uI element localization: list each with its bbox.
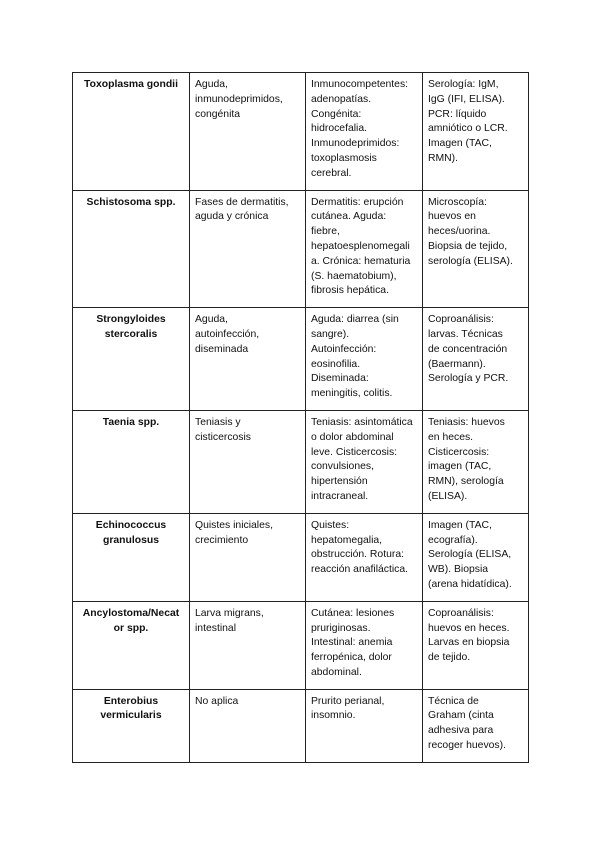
clinical-line: hepatoesplenomegali [311,240,410,252]
table-body [73,73,529,763]
diagnosis-line: Coproanálisis: [428,314,494,326]
diagnosis-cell [423,513,529,601]
diagnosis-cell [423,190,529,308]
clinical-line: pruriginosas. [311,622,371,634]
clinical-line: cutánea. Aguda: [311,211,387,223]
parasite-name-cell [73,410,190,513]
diagnosis-line: larvas. Técnicas [428,328,503,340]
table-row [73,308,529,411]
forms-line: Aguda, [195,314,228,326]
table-row [73,689,529,762]
diagnosis-line: Imagen (TAC, [428,138,492,150]
forms-cell [190,73,306,191]
forms-line: Quistes iniciales, [195,519,273,531]
clinical-line: Diseminada: [311,373,369,385]
diagnosis-line: en heces. [428,431,474,443]
table-row [73,190,529,308]
diagnosis-cell [423,410,529,513]
diagnosis-line: Microscopía: [428,196,487,208]
forms-line: No aplica [195,695,239,707]
forms-cell [190,308,306,411]
parasite-name-line: Enterobius [103,695,159,707]
clinical-line: fibrosis hepática. [311,285,389,297]
diagnosis-line: (Baermann). [428,358,486,370]
forms-line: Teniasis y [195,416,241,428]
forms-line: crecimiento [195,534,249,546]
parasite-name-line: Echinococcus [95,519,167,531]
clinical-line: Cutánea: lesiones [311,607,395,619]
diagnosis-line: PCR: líquido [428,108,487,120]
clinical-line: Teniasis: asintomática [311,416,413,428]
parasite-name-cell [73,190,190,308]
table-row [73,73,529,191]
forms-line: inmunodeprimidos, [195,93,283,105]
parasite-name-line: Schistosoma spp. [86,196,176,208]
parasite-name-cell [73,689,190,762]
clinical-line: Autoinfección: [311,343,377,355]
clinical-line: Congénita: [311,108,362,120]
parasite-name-line: vermicularis [100,710,162,722]
parasite-table [72,72,529,763]
clinical-line: Inmunocompetentes: [311,79,409,90]
clinical-line: insomnio. [311,710,356,722]
diagnosis-line: Coproanálisis: [428,607,494,619]
forms-cell [190,410,306,513]
table-row [73,513,529,601]
diagnosis-line: (arena hidatídica). [428,578,512,590]
diagnosis-line: Serología y PCR. [428,373,509,385]
forms-line: Larva migrans, [195,607,264,619]
forms-line: aguda y crónica [195,211,269,223]
table-row [73,410,529,513]
forms-line: Aguda, [195,79,228,90]
diagnosis-cell [423,689,529,762]
forms-line: congénita [195,108,241,120]
parasite-name-line: stercoralis [104,328,158,340]
parasite-name-line: Strongyloides [96,314,166,326]
clinical-cell [306,410,423,513]
clinical-cell [306,73,423,191]
forms-cell [190,513,306,601]
parasite-name-line: granulosus [102,534,159,546]
diagnosis-line: adhesiva para [428,725,494,737]
parasite-name-line: or spp. [113,622,149,634]
diagnosis-line: Serología: IgM, [428,79,499,90]
diagnosis-line: RMN), serología [428,476,504,488]
clinical-line: hipertensión [311,476,368,488]
clinical-line: o dolor abdominal [311,431,394,443]
clinical-line: Intestinal: anemia [311,637,393,649]
diagnosis-line: imagen (TAC, [428,461,492,473]
diagnosis-line: Graham (cinta [428,710,494,722]
forms-line: intestinal [195,622,237,634]
diagnosis-line: heces/uorina. [428,226,491,238]
clinical-line: (S. haematobium), [311,270,397,282]
clinical-line: cerebral. [311,167,352,179]
clinical-line: intracraneal. [311,490,369,502]
diagnosis-line: Técnica de [428,695,479,707]
forms-cell [190,190,306,308]
diagnosis-line: serología (ELISA). [428,255,513,267]
diagnosis-line: Imagen (TAC, [428,519,492,531]
clinical-line: ferropénica, dolor [311,652,392,664]
diagnosis-line: Larvas en biopsia [428,637,510,649]
parasite-name-line: Ancylostoma/Necat [82,607,180,619]
clinical-line: obstrucción. Rotura: [311,549,404,561]
clinical-line: Dermatitis: erupción [311,196,404,208]
diagnosis-line: huevos en heces. [428,622,510,634]
clinical-line: Aguda: diarrea (sin [311,314,399,326]
diagnosis-line: IgG (IFI, ELISA). [428,93,505,105]
table-row [73,601,529,689]
clinical-line: meningitis, colitis. [311,388,393,400]
forms-line: Fases de dermatitis, [195,196,289,208]
diagnosis-line: WB). Biopsia [428,564,489,576]
diagnosis-line: RMN). [428,152,459,164]
diagnosis-line: Serología (ELISA, [428,549,512,561]
clinical-cell [306,513,423,601]
clinical-line: fiebre, [311,226,340,238]
forms-cell [190,689,306,762]
clinical-cell [306,601,423,689]
parasite-name-line: Taenia spp. [102,416,160,428]
diagnosis-line: ecografía). [428,534,478,546]
diagnosis-line: Biopsia de tejido, [428,240,508,252]
forms-line: diseminada [195,343,249,355]
diagnosis-cell [423,308,529,411]
clinical-line: Inmunodeprimidos: [311,138,400,150]
clinical-line: sangre). [311,328,350,340]
clinical-cell [306,190,423,308]
parasite-name-line: Toxoplasma gondii [84,79,178,90]
diagnosis-line: (ELISA). [428,490,468,502]
forms-line: cisticercosis [195,431,252,443]
diagnosis-line: de concentración [428,343,508,355]
clinical-line: eosinofilia. [311,358,361,370]
forms-line: autoinfección, [195,328,260,340]
diagnosis-line: de tejido. [428,652,471,664]
parasite-name-cell [73,308,190,411]
clinical-line: abdominal. [311,666,362,678]
clinical-line: Prurito perianal, [311,695,385,707]
parasite-name-cell [73,513,190,601]
clinical-line: adenopatías. [311,93,372,105]
forms-cell [190,601,306,689]
diagnosis-line: amniótico o LCR. [428,123,508,135]
clinical-line: leve. Cisticercosis: [311,446,398,458]
clinical-cell [306,308,423,411]
parasite-name-cell [73,73,190,191]
diagnosis-cell [423,73,529,191]
clinical-line: Quistes: [311,519,350,531]
clinical-cell [306,689,423,762]
diagnosis-line: recoger huevos). [428,740,506,752]
diagnosis-line: Cisticercosis: [428,446,490,458]
clinical-line: hepatomegalia, [311,534,383,546]
clinical-line: convulsiones, [311,461,374,473]
diagnosis-line: huevos en [428,211,476,223]
clinical-line: a. Crónica: hematuria [311,255,411,267]
clinical-line: toxoplasmosis [311,152,377,164]
clinical-line: hidrocefalia. [311,123,368,135]
clinical-line: reacción anafiláctica. [311,564,409,576]
parasite-name-cell [73,601,190,689]
diagnosis-cell [423,601,529,689]
diagnosis-line: Teniasis: huevos [428,416,505,428]
